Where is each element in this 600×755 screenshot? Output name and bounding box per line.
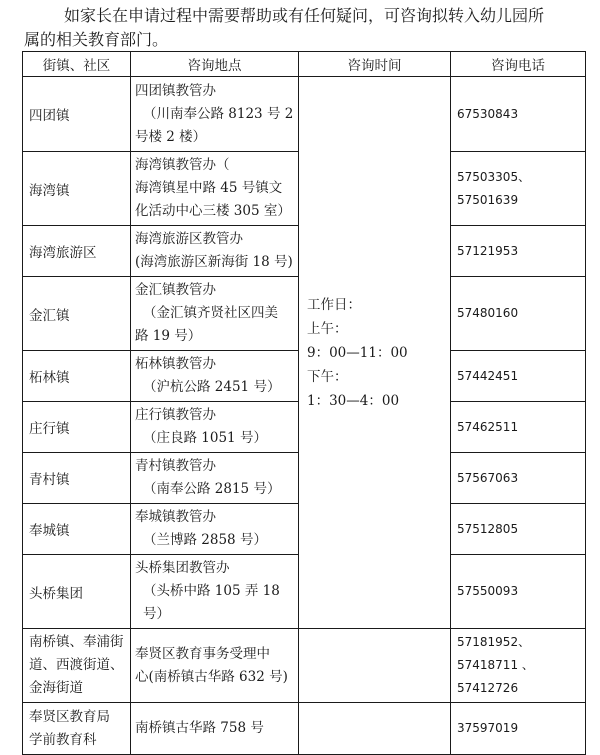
time-am-label: 上午：: [307, 320, 348, 337]
table-row: [23, 703, 586, 755]
phone-cell: 67530843: [451, 77, 586, 152]
empty-time-cell: [299, 629, 451, 703]
time-am-range: 9：00—11：00: [307, 344, 408, 361]
place-cell: 南桥镇古华路 758 号: [131, 703, 299, 755]
header-time: 咨询时间: [299, 52, 451, 77]
phone-cell: 57121953: [451, 226, 586, 277]
phone-cell: 57512805: [451, 504, 586, 555]
phone-cell: 57503305、 57501639: [451, 152, 586, 226]
time-pm-range: 1：30—4：00: [307, 392, 400, 409]
phone-cell: 57480160: [451, 277, 586, 351]
intro-line-2: 属的相关教育部门。: [24, 30, 169, 49]
place-cell: 海湾镇教管办（ 海湾镇星中路 45 号镇文 化活动中心三楼 305 室）: [131, 152, 299, 226]
phone-cell: 37597019: [451, 703, 586, 755]
town-cell: 金汇镇: [23, 277, 131, 351]
consult-time-cell: [299, 77, 451, 629]
place-cell: 柘林镇教管办 （沪杭公路 2451 号）: [131, 351, 299, 402]
header-town: 街镇、社区: [23, 52, 131, 77]
phone-cell: 57550093: [451, 555, 586, 629]
phone-cell: 57567063: [451, 453, 586, 504]
place-cell: 奉城镇教管办 （兰博路 2858 号）: [131, 504, 299, 555]
table-row: [23, 629, 586, 703]
phone-cell: 57181952、 57418711 、 57412726: [451, 629, 586, 703]
town-cell: 奉城镇: [23, 504, 131, 555]
place-cell: 庄行镇教管办 （庄良路 1051 号）: [131, 402, 299, 453]
intro-paragraph: [24, 4, 584, 52]
header-row: [23, 52, 586, 77]
town-cell: 头桥集团: [23, 555, 131, 629]
table-row: [23, 77, 586, 152]
header-phone: 咨询电话: [451, 52, 586, 77]
phone-cell: 57462511: [451, 402, 586, 453]
town-cell: 南桥镇、奉浦街 道、西渡街道、 金海街道: [23, 629, 131, 703]
town-cell: 庄行镇: [23, 402, 131, 453]
intro-line-1: 如家长在申请过程中需要帮助或有任何疑问，可咨询拟转入幼儿园所: [64, 6, 545, 25]
town-cell: 奉贤区教育局 学前教育科: [23, 703, 131, 755]
place-cell: 四团镇教管办 （川南奉公路 8123 号 2 号楼 2 楼）: [131, 77, 299, 152]
time-workday: 工作日：: [307, 296, 361, 313]
place-cell: 金汇镇教管办 （金汇镇齐贤社区四美 路 19 号）: [131, 277, 299, 351]
place-cell: 海湾旅游区教管办 (海湾旅游区新海街 18 号): [131, 226, 299, 277]
town-cell: 海湾旅游区: [23, 226, 131, 277]
empty-time-cell: [299, 703, 451, 755]
town-cell: 青村镇: [23, 453, 131, 504]
town-cell: 四团镇: [23, 77, 131, 152]
place-cell: 青村镇教管办 （南奉公路 2815 号）: [131, 453, 299, 504]
place-cell: 奉贤区教育事务受理中 心(南桥镇古华路 632 号): [131, 629, 299, 703]
consultation-table: [22, 51, 586, 755]
town-cell: 海湾镇: [23, 152, 131, 226]
place-cell: 头桥集团教管办 （头桥中路 105 弄 18 号）: [131, 555, 299, 629]
header-place: 咨询地点: [131, 52, 299, 77]
town-cell: 柘林镇: [23, 351, 131, 402]
phone-cell: 57442451: [451, 351, 586, 402]
time-pm-label: 下午：: [307, 368, 348, 385]
